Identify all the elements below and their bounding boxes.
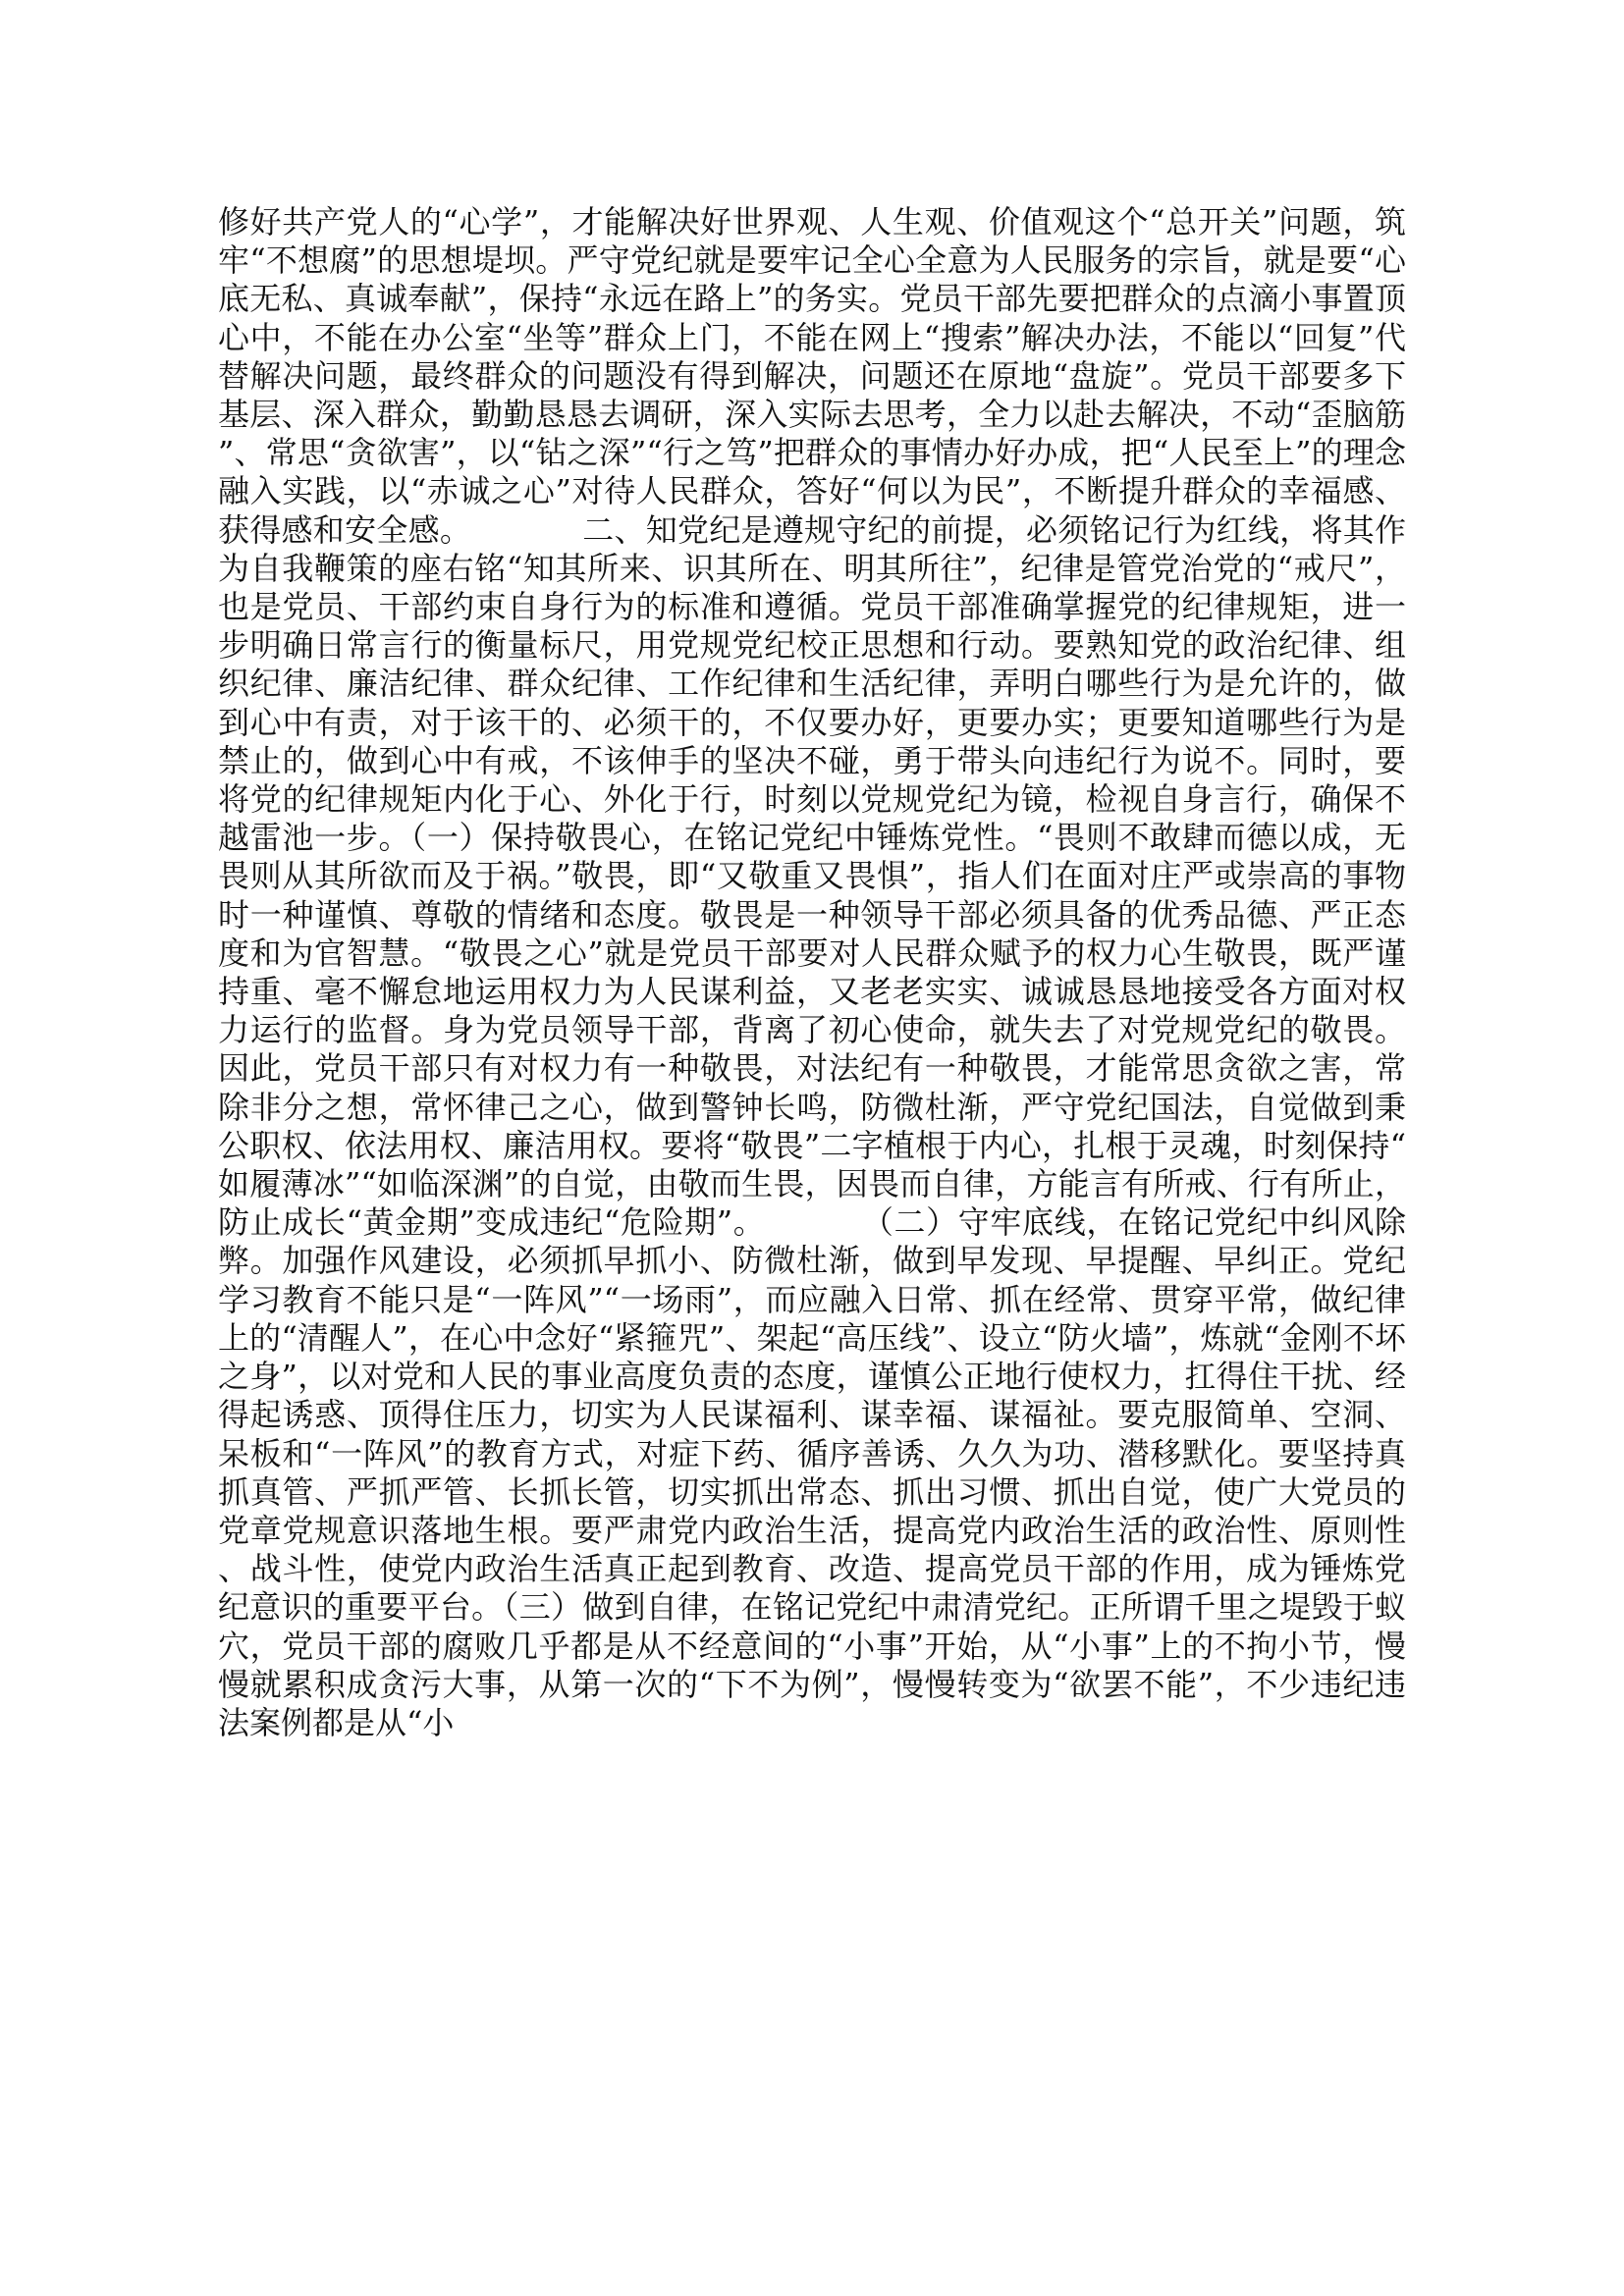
body-paragraph: 修好共产党人的“心学”，才能解决好世界观、人生观、价值观这个“总开关”问题，筑牢“不想腐”的思想堤坝。严守党纪就是要牢记全心全意为人民服务的宗旨，就是要“心底无私、真诚奉献”，保持“永远在路上”的务实。党员干部先要把群众的点滴小事置顶心中，不能在办公室“坐等”群众上门，不能在网上“搜索”解决办法，不能以“回复”代替解决问题，最终群众的问题没有得到解决，问题还在原地“盘旋”。党员干部要多下基层、深入群众，勤勤恳恳去调研，深入实际去思考，全力以赴去解决，不动“歪脑筋”、常思“贪欲害”，以“钻之深”“行之笃”把群众的事情办好办成，把“人民至上”的理念融入实践，以“赤诚之心”对待人民群众，答好“何以为民”，不断提升群众的幸福感、获得感和安全感。 二、知党纪是遵规守纪的前提，必须铭记行为红线，将其作为自我鞭策的座右铭“知其所来、识其所在、明其所往”，纪律是管党治党的“戒尺”，也是党员、干部约束自身行为的标准和遵循。党员干部准确掌握党的纪律规矩，进一步明确日常言行的衡量标尺，用党规党纪校正思想和行动。要熟知党的政治纪律、组织纪律、廉洁纪律、群众纪律、工作纪律和生活纪律，弄明白哪些行为是允许的，做到心中有责，对于该干的、必须干的，不仅要办好，更要办实；更要知道哪些行为是禁止的，做到心中有戒，不该伸手的坚决不碰，勇于带头向违纪行为说不。同时，要将党的纪律规矩内化于心、外化于行，时刻以党规党纪为镜，检视自身言行，确保不越雷池一步。（一）保持敬畏心，在铭记党纪中锤炼党性。“畏则不敢肆而德以成，无畏则从其所欲而及于祸。”敬畏，即“又敬重又畏惧”，指人们在面对庄严或崇高的事物时一种谨慎、尊敬的情绪和态度。敬畏是一种领导干部必须具备的优秀品德、严正态度和为官智慧。“敬畏之心”就是党员干部要对人民群众赋予的权力心生敬畏，既严谨持重、毫不懈怠地运用权力为人民谋利益，又老老实实、诚诚恳恳地接受各方面对权力运行的监督。身为党员领导干部，背离了初心使命，就失去了对党规党纪的敬畏。因此，党员干部只有对权力有一种敬畏，对法纪有一种敬畏，才能常思贪欲之害，常除非分之想，常怀律己之心，做到警钟长鸣，防微杜渐，严守党纪国法，自觉做到秉公职权、依法用权、廉洁用权。要将“敬畏”二字植根于内心，扎根于灵魂，时刻保持“如履薄冰”“如临深渊”的自觉，由敬而生畏，因畏而自律，方能言有所戒、行有所止，防止成长“黄金期”变成违纪“危险期”。 （二）守牢底线，在铭记党纪中纠风除弊。加强作风建设，必须抓早抓小、防微杜渐，做到早发现、早提醒、早纠正。党纪学习教育不能只是“一阵风”“一场雨”，而应融入日常、抓在经常、贯穿平常，做纪律上的“清醒人”，在心中念好“紧箍咒”、架起“高压线”、设立“防火墙”，炼就“金刚不坏之身”，以对党和人民的事业高度负责的态度，谨慎公正地行使权力，扛得住干扰、经得起诱惑、顶得住压力，切实为人民谋福利、谋幸福、谋福祉。要克服简单、空洞、呆板和“一阵风”的教育方式，对症下药、循序善诱、久久为功、潜移默化。要坚持真抓真管、严抓严管、长抓长管，切实抓出常态、抓出习惯、抓出自觉，使广大党员的党章党规意识落地生根。要严肃党内政治生活，提高党内政治生活的政治性、原则性、战斗性，使党内政治生活真正起到教育、改造、提高党员干部的作用，成为锤炼党纪意识的重要平台。（三）做到自律，在铭记党纪中肃清党纪。正所谓千里之堤毁于蚁穴，党员干部的腐败几乎都是从不经意间的“小事”开始，从“小事”上的不拘小节，慢慢就累积成贪污大事，从第一次的“下不为例”，慢慢转变为“欲罢不能”，不少违纪违法案例都是从“小	[218, 203, 1406, 1741]
